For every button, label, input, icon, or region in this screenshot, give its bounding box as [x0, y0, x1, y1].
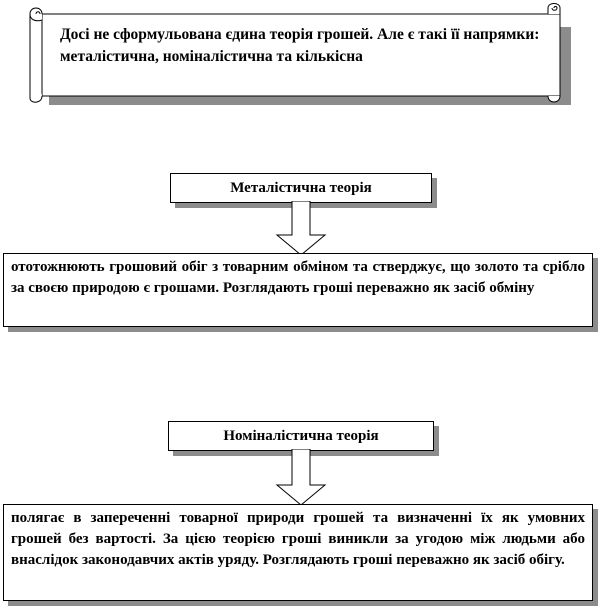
- intro-scroll: [0, 0, 604, 110]
- metallist-title: Металістична теорія: [170, 173, 432, 203]
- nominalist-description: полягає в запереченні товарної природи грошей та визначенні їх як умовних грошей без вартості. За цією теорією гроші виникли за угодою між людьми або внаслідок законодавчих актів уряду. Розглядають гроші переважно як засіб обігу.: [3, 504, 593, 601]
- intro-text: Досі не сформульована єдина теорія грошей. Але є такі її напрямки: металістична, номіналістична та кількісна: [60, 26, 540, 65]
- down-arrow-icon: [270, 201, 332, 257]
- down-arrow-icon: [270, 449, 332, 507]
- metallist-description: ототожнюють грошовий обіг з товарним обміном та стверджує, що золото та срібло за своєю природою є грошами. Розглядають гроші переважно як засіб обміну: [3, 253, 593, 327]
- nominalist-title: Номіналістична теорія: [168, 421, 434, 451]
